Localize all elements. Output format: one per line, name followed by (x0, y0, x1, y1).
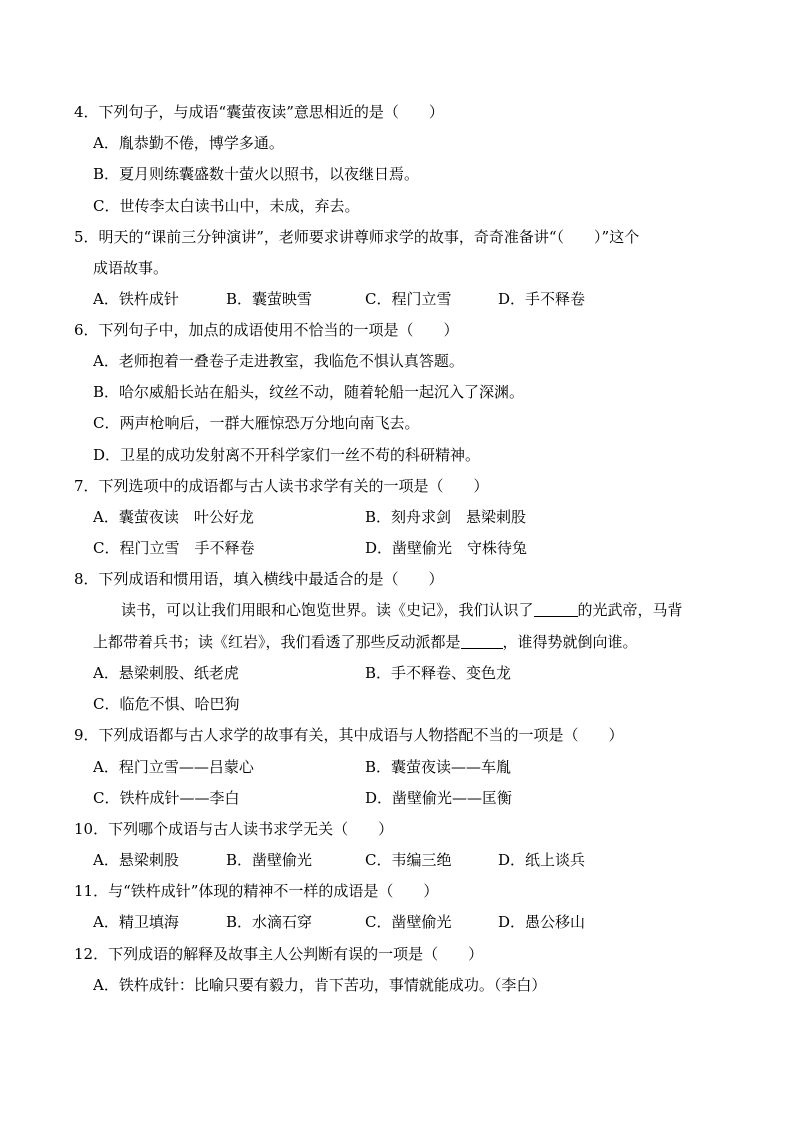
question-8-option-a: A．悬梁刺股、纸老虎 (93, 664, 239, 682)
question-10-options (93, 850, 733, 870)
question-8-passage-part-a: 读书，可以让我们用眼和心饱览世界。读《史记》，我们认识了 (121, 601, 534, 619)
question-4-option-a: A．胤恭勤不倦，博学多通。 (93, 134, 284, 152)
question-10-option-d: D．纸上谈兵 (498, 851, 586, 869)
question-7-option-d: D．凿壁偷光 守株待兔 (365, 539, 528, 557)
question-5-option-a: A．铁杵成针 (93, 290, 179, 308)
question-6-option-c: C．两声枪响后，一群大雁惊恐万分地向南飞去。 (93, 414, 420, 432)
question-9-stem: 9．下列成语都与古人求学的故事有关，其中成语与人物搭配不当的一项是（ ） (74, 726, 624, 744)
question-11-options (93, 912, 733, 932)
question-6-stem: 6．下列句子中，加点的成语使用不恰当的一项是（ ） (74, 321, 459, 339)
question-11-stem: 11．与“铁杵成针”体现的精神不一样的成语是（ ） (74, 882, 439, 900)
question-11-option-d: D．愚公移山 (498, 913, 586, 931)
question-12-stem: 12．下列成语的解释及故事主人公判断有误的一项是（ ） (74, 945, 484, 963)
question-5-option-c: C．程门立雪 (365, 290, 452, 308)
question-7-option-c: C．程门立雪 手不释卷 (93, 539, 255, 557)
question-8-passage-part-d: ，谁得势就倒向谁。 (502, 633, 638, 651)
question-11-option-b: B．水滴石穿 (226, 913, 313, 931)
question-8-passage-part-b: 的光武帝，马背 (577, 601, 683, 619)
question-8-passage-part-c: 上都带着兵书；读《红岩》，我们看透了那些反动派都是 (93, 633, 461, 651)
question-6-option-d: D．卫星的成功发射离不开科学家们一丝不苟的科研精神。 (93, 446, 481, 464)
question-11-option-c: C．凿壁偷光 (365, 913, 452, 931)
question-8-options-row-1 (93, 663, 733, 683)
question-7-options-row-1 (93, 507, 733, 527)
question-5-stem: 5．明天的“课前三分钟演讲”，老师要求讲尊师求学的故事，奇奇准备讲“（ ）”这个 (74, 228, 640, 246)
question-9-option-c: C．铁杵成针——李白 (93, 789, 240, 807)
question-9-options-row-2 (93, 788, 733, 808)
question-4-option-b: B．夏月则练囊盛数十萤火以照书，以夜继日焉。 (93, 165, 420, 183)
question-5-stem-continued: 成语故事。 (93, 259, 169, 277)
question-5-options (93, 289, 733, 309)
question-10-option-b: B．凿壁偷光 (226, 851, 313, 869)
fill-in-blank-2[interactable] (461, 634, 503, 649)
question-6-option-b: B．哈尔威船长站在船头，纹丝不动，随着轮船一起沉入了深渊。 (93, 383, 525, 401)
question-10-option-a: A．悬梁刺股 (93, 851, 179, 869)
question-8-passage-line-2 (93, 632, 638, 652)
question-12-option-a: A．铁杵成针：比喻只要有毅力，肯下苦功，事情就能成功。（李白） (93, 976, 547, 994)
question-9-option-d: D．凿壁偷光——匡衡 (365, 789, 513, 807)
question-7-options-row-2 (93, 538, 733, 558)
question-5-option-b: B．囊萤映雪 (226, 290, 313, 308)
question-9-option-b: B．囊萤夜读——车胤 (365, 758, 512, 776)
question-9-options-row-1 (93, 757, 733, 777)
question-8-passage-line-1 (121, 600, 683, 620)
question-8-stem: 8．下列成语和惯用语，填入横线中最适合的是（ ） (74, 570, 444, 588)
question-7-option-b: B．刻舟求剑 悬梁刺股 (365, 508, 527, 526)
question-6-option-a: A．老师抱着一叠卷子走进教室，我临危不惧认真答题。 (93, 352, 464, 370)
question-4-option-c: C．世传李太白读书山中，未成，弃去。 (93, 197, 360, 215)
question-7-option-a: A．囊萤夜读 叶公好龙 (93, 508, 254, 526)
question-8-option-c: C．临危不惧、哈巴狗 (93, 695, 240, 713)
question-4-stem: 4．下列句子，与成语“囊萤夜读”意思相近的是（ ） (74, 103, 444, 121)
fill-in-blank-1[interactable] (534, 602, 578, 617)
question-11-option-a: A．精卫填海 (93, 913, 179, 931)
question-10-option-c: C．韦编三绝 (365, 851, 452, 869)
question-10-stem: 10．下列哪个成语与古人读书求学无关（ ） (74, 820, 394, 838)
question-9-option-a: A．程门立雪——吕蒙心 (93, 758, 254, 776)
question-5-option-d: D．手不释卷 (498, 290, 586, 308)
question-8-option-b: B．手不释卷、变色龙 (365, 664, 512, 682)
question-7-stem: 7．下列选项中的成语都与古人读书求学有关的一项是（ ） (74, 477, 489, 495)
